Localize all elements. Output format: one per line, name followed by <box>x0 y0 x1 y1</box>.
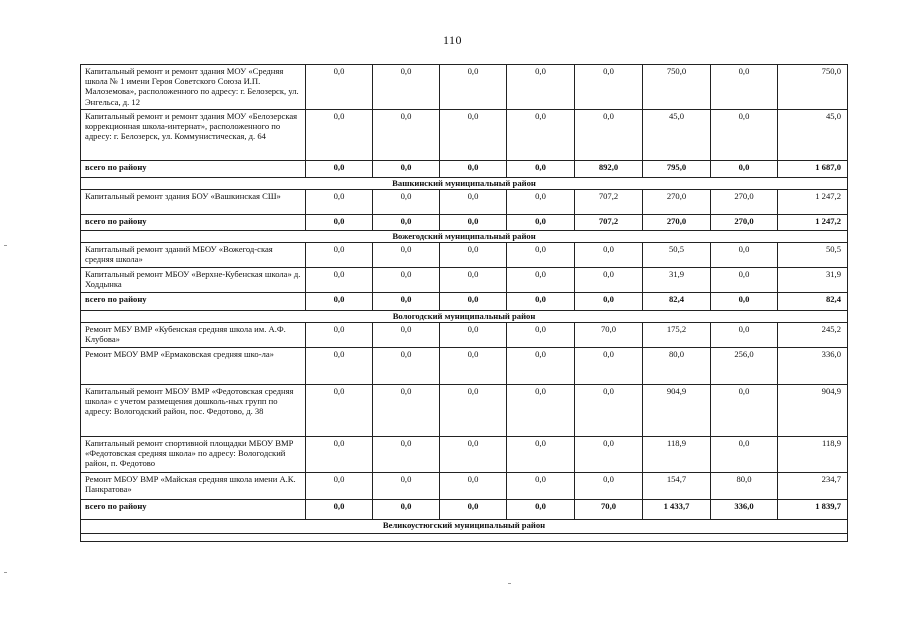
value-cell: 0,0 <box>373 293 440 311</box>
value-cell: 0,0 <box>306 323 373 348</box>
value-cell: 795,0 <box>643 161 711 178</box>
value-cell: 0,0 <box>440 161 507 178</box>
value-cell: 31,9 <box>643 268 711 293</box>
value-cell: 892,0 <box>575 161 643 178</box>
total-row <box>81 500 848 520</box>
value-cell: 336,0 <box>711 500 778 520</box>
district-header-row <box>81 178 848 190</box>
value-cell: 0,0 <box>306 385 373 437</box>
table-row <box>81 243 848 268</box>
table-row <box>81 65 848 110</box>
value-cell: 0,0 <box>306 215 373 231</box>
district-header-row <box>81 311 848 323</box>
project-name: Ремонт МБОУ ВМР «Ермаковская средняя шко-ла» <box>81 348 306 385</box>
total-label: всего по району <box>81 500 306 520</box>
project-name: Капитальный ремонт здания БОУ «Вашкинская СШ» <box>81 190 306 215</box>
value-cell: 0,0 <box>507 437 575 473</box>
budget-table <box>80 64 848 542</box>
table-row <box>81 473 848 500</box>
value-cell: 0,0 <box>440 437 507 473</box>
value-cell: 0,0 <box>373 323 440 348</box>
value-cell: 1 247,2 <box>778 190 848 215</box>
value-cell: 0,0 <box>507 473 575 500</box>
total-row <box>81 161 848 178</box>
value-cell: 0,0 <box>306 500 373 520</box>
value-cell: 31,9 <box>778 268 848 293</box>
total-label: всего по району <box>81 161 306 178</box>
value-cell: 80,0 <box>643 348 711 385</box>
value-cell: 0,0 <box>373 268 440 293</box>
value-cell: 0,0 <box>306 437 373 473</box>
value-cell: 0,0 <box>507 110 575 161</box>
empty-row <box>81 534 848 542</box>
margin-mark <box>508 583 511 584</box>
value-cell: 750,0 <box>643 65 711 110</box>
value-cell: 0,0 <box>306 293 373 311</box>
project-name: Капитальный ремонт МБОУ «Верхне-Кубенская школа» д. Ходдынка <box>81 268 306 293</box>
value-cell: 0,0 <box>575 348 643 385</box>
value-cell: 336,0 <box>778 348 848 385</box>
value-cell: 0,0 <box>711 110 778 161</box>
value-cell: 118,9 <box>778 437 848 473</box>
value-cell: 0,0 <box>306 473 373 500</box>
value-cell: 0,0 <box>306 110 373 161</box>
value-cell: 0,0 <box>373 437 440 473</box>
margin-mark <box>4 572 7 573</box>
value-cell: 0,0 <box>306 243 373 268</box>
value-cell: 0,0 <box>507 161 575 178</box>
margin-mark <box>4 245 7 246</box>
value-cell: 0,0 <box>711 385 778 437</box>
value-cell: 0,0 <box>440 243 507 268</box>
value-cell: 0,0 <box>507 190 575 215</box>
value-cell: 0,0 <box>711 268 778 293</box>
value-cell: 0,0 <box>373 500 440 520</box>
value-cell: 0,0 <box>373 473 440 500</box>
value-cell: 270,0 <box>643 190 711 215</box>
value-cell: 904,9 <box>778 385 848 437</box>
total-label: всего по району <box>81 215 306 231</box>
value-cell: 80,0 <box>711 473 778 500</box>
value-cell: 0,0 <box>373 243 440 268</box>
empty-cell <box>81 534 848 542</box>
table-row <box>81 268 848 293</box>
project-name: Капитальный ремонт спортивной площадки МБОУ ВМР «Федотовская средняя школа» по адресу: Вологодский район, п. Федотово <box>81 437 306 473</box>
value-cell: 270,0 <box>711 215 778 231</box>
value-cell: 0,0 <box>306 190 373 215</box>
value-cell: 0,0 <box>440 110 507 161</box>
value-cell: 234,7 <box>778 473 848 500</box>
value-cell: 50,5 <box>643 243 711 268</box>
value-cell: 0,0 <box>575 110 643 161</box>
value-cell: 0,0 <box>711 243 778 268</box>
page-number: 110 <box>442 33 463 47</box>
value-cell: 0,0 <box>575 243 643 268</box>
value-cell: 45,0 <box>778 110 848 161</box>
value-cell: 0,0 <box>507 215 575 231</box>
value-cell: 154,7 <box>643 473 711 500</box>
project-name: Капитальный ремонт МБОУ ВМР «Федотовская средняя школа» с учетом размещения дошколь-ных групп по адресу: Вологодский район, пос. Федотово, д. 38 <box>81 385 306 437</box>
value-cell: 0,0 <box>440 65 507 110</box>
value-cell: 0,0 <box>575 437 643 473</box>
district-title: Вологодский муниципальный район <box>81 311 848 323</box>
value-cell: 0,0 <box>711 323 778 348</box>
value-cell: 1 247,2 <box>778 215 848 231</box>
value-cell: 0,0 <box>507 348 575 385</box>
value-cell: 750,0 <box>778 65 848 110</box>
value-cell: 245,2 <box>778 323 848 348</box>
value-cell: 0,0 <box>440 385 507 437</box>
value-cell: 0,0 <box>373 190 440 215</box>
value-cell: 0,0 <box>306 65 373 110</box>
total-row <box>81 293 848 311</box>
district-title: Великоустюгский муниципальный район <box>81 520 848 534</box>
value-cell: 0,0 <box>507 268 575 293</box>
district-header-row <box>81 520 848 534</box>
value-cell: 0,0 <box>711 161 778 178</box>
value-cell: 82,4 <box>643 293 711 311</box>
value-cell: 45,0 <box>643 110 711 161</box>
value-cell: 0,0 <box>575 268 643 293</box>
value-cell: 118,9 <box>643 437 711 473</box>
value-cell: 0,0 <box>507 385 575 437</box>
district-title: Вашкинский муниципальный район <box>81 178 848 190</box>
value-cell: 0,0 <box>373 385 440 437</box>
value-cell: 0,0 <box>440 215 507 231</box>
value-cell: 270,0 <box>711 190 778 215</box>
value-cell: 270,0 <box>643 215 711 231</box>
value-cell: 0,0 <box>575 385 643 437</box>
value-cell: 70,0 <box>575 500 643 520</box>
table-row <box>81 385 848 437</box>
table-row <box>81 190 848 215</box>
value-cell: 0,0 <box>711 293 778 311</box>
value-cell: 0,0 <box>373 161 440 178</box>
value-cell: 707,2 <box>575 190 643 215</box>
table-row <box>81 110 848 161</box>
value-cell: 0,0 <box>373 110 440 161</box>
total-label: всего по району <box>81 293 306 311</box>
value-cell: 0,0 <box>507 243 575 268</box>
value-cell: 0,0 <box>507 293 575 311</box>
value-cell: 707,2 <box>575 215 643 231</box>
value-cell: 0,0 <box>440 473 507 500</box>
district-header-row <box>81 231 848 243</box>
value-cell: 82,4 <box>778 293 848 311</box>
value-cell: 175,2 <box>643 323 711 348</box>
value-cell: 0,0 <box>440 190 507 215</box>
value-cell: 0,0 <box>373 215 440 231</box>
value-cell: 0,0 <box>507 323 575 348</box>
value-cell: 0,0 <box>373 65 440 110</box>
value-cell: 0,0 <box>575 293 643 311</box>
table-row <box>81 348 848 385</box>
value-cell: 0,0 <box>373 348 440 385</box>
project-name: Ремонт МБУ ВМР «Кубенская средняя школа им. А.Ф. Клубова» <box>81 323 306 348</box>
value-cell: 0,0 <box>711 65 778 110</box>
value-cell: 0,0 <box>711 437 778 473</box>
value-cell: 0,0 <box>440 268 507 293</box>
value-cell: 0,0 <box>440 323 507 348</box>
project-name: Капитальный ремонт зданий МБОУ «Вожегод-ская средняя школа» <box>81 243 306 268</box>
value-cell: 0,0 <box>440 348 507 385</box>
value-cell: 0,0 <box>575 65 643 110</box>
value-cell: 0,0 <box>440 293 507 311</box>
value-cell: 0,0 <box>306 268 373 293</box>
value-cell: 256,0 <box>711 348 778 385</box>
value-cell: 1 433,7 <box>643 500 711 520</box>
value-cell: 0,0 <box>306 161 373 178</box>
project-name: Капитальный ремонт и ремонт здания МОУ «Белозерская коррекционная школа-интернат», расположенного по адресу: г. Белозерск, ул. Коммунистическая, д. 64 <box>81 110 306 161</box>
value-cell: 50,5 <box>778 243 848 268</box>
value-cell: 1 839,7 <box>778 500 848 520</box>
table-row <box>81 437 848 473</box>
value-cell: 0,0 <box>507 500 575 520</box>
value-cell: 0,0 <box>575 473 643 500</box>
value-cell: 0,0 <box>306 348 373 385</box>
project-name: Капитальный ремонт и ремонт здания МОУ «Средняя школа № 1 имени Героя Советского Союза И.П. Малоземова», расположенного по адресу: г. Белозерск, ул. Энгельса, д. 12 <box>81 65 306 110</box>
value-cell: 0,0 <box>440 500 507 520</box>
total-row <box>81 215 848 231</box>
value-cell: 1 687,0 <box>778 161 848 178</box>
project-name: Ремонт МБОУ ВМР «Майская средняя школа имени А.К. Панкратова» <box>81 473 306 500</box>
district-title: Вожегодский муниципальный район <box>81 231 848 243</box>
value-cell: 70,0 <box>575 323 643 348</box>
table-row <box>81 323 848 348</box>
value-cell: 0,0 <box>507 65 575 110</box>
value-cell: 904,9 <box>643 385 711 437</box>
